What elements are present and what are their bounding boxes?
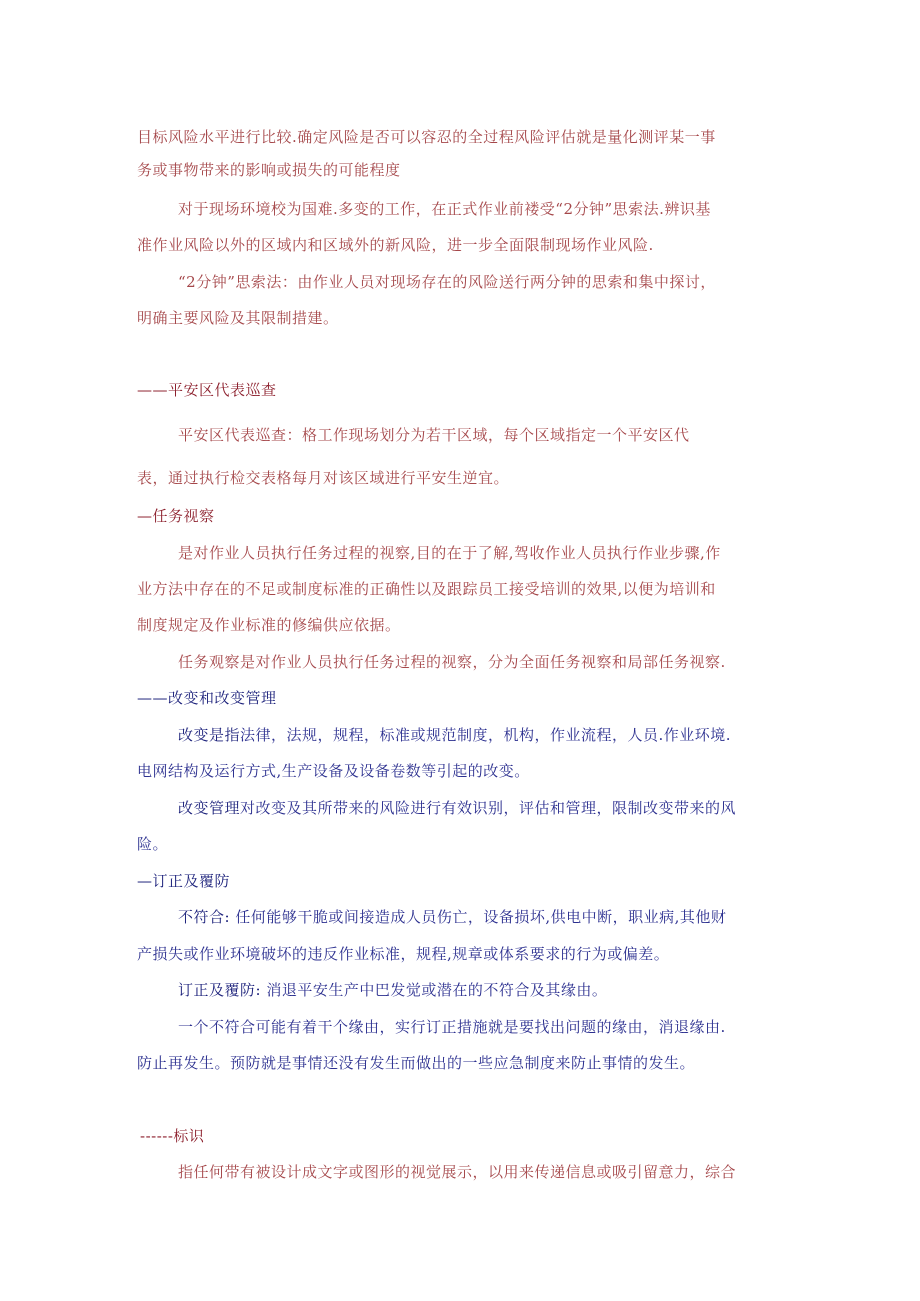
term: 不符合:	[178, 908, 231, 926]
paragraph-line	[178, 725, 731, 745]
paragraph-line	[178, 980, 607, 1000]
paragraph-line: 对于现场环境校为国难.多变的工作，在正式作业前褛受“2分钟”思索法.辨识基	[178, 200, 711, 218]
paragraph-line: 表，通过执行检交表格每月对该区域进行平安生逆宜。	[137, 469, 510, 487]
paragraph-line: 任务观察是对作业人员执行任务过程的视察，分为全面任务视察和局部任务视察.	[178, 653, 726, 671]
paragraph-line: 产损失或作业环境破坏的违反作业标准，规程,规章或体系要求的行为或偏差。	[137, 945, 670, 963]
term: 改变是指	[178, 726, 241, 744]
section-heading: —任务视察	[137, 507, 215, 525]
section-heading: ——改变和改变管理	[137, 689, 277, 707]
paragraph-line: 一个不符合可能有着干个缘由，实行订正措施就是要找出问题的缘由，消退缘由.	[178, 1018, 726, 1036]
term: 改变管理	[178, 799, 241, 817]
paragraph-line: 险。	[137, 835, 169, 853]
paragraph-line	[178, 907, 726, 927]
paragraph-line: 电网结构及运行方式,生产设备及设备卷数等引起的改变。	[137, 762, 530, 780]
term-definition: 法律，法规，规程，标准或规范制度，机构，作业流程，人员.作业环境.	[240, 726, 732, 744]
paragraph-line: 务或事物带来的影响或损失的可能程度	[137, 161, 401, 179]
term-definition: 任何能够干脆或间接造成人员伤亡，设备损坏,供电中断，职业病,其他财	[230, 908, 727, 926]
paragraph-line: 指任何带有被设计成文字或图形的视觉展示，以用来传递信息或吸引留意力，综合	[178, 1163, 737, 1181]
paragraph-line: 目标风险水平进行比较.确定风险是否可以容忍的全过程风险评估就是量化测评某一事	[137, 128, 716, 146]
paragraph-line: 明确主要风险及其限制措建。	[137, 309, 339, 327]
paragraph-line: 业方法中存在的不足或制度标准的正确性以及跟踪员工接受培训的效果,以便为培训和	[137, 580, 716, 598]
term: 订正及覆防:	[178, 981, 262, 999]
paragraph-line	[178, 798, 736, 818]
term-definition: 对改变及其所带来的风险进行有效识别，评估和管理，限制改变带来的风	[240, 799, 737, 817]
paragraph-line: 防止再发生。预防就是事情还没有发生而做出的一些应急制度来防止事情的发生。	[137, 1054, 696, 1072]
paragraph-line: 准作业风险以外的区域内和区域外的新风险，进一步全面限制现场作业风险.	[137, 236, 654, 254]
paragraph-line: 是对作业人员执行任务过程的视察,目的在于了解,驾收作业人员执行作业步骤,作	[178, 544, 721, 562]
paragraph-line: 平安区代表巡查：格工作现场划分为若干区域，每个区域指定一个平安区代	[178, 426, 690, 444]
section-heading: —订正及覆防	[137, 872, 231, 890]
paragraph-line: 制度规定及作业标准的修编供应依据。	[137, 616, 401, 634]
paragraph-line: “2分钟”思索法：由作业人员对现场存在的风险送行两分钟的思索和集中探讨，	[178, 273, 716, 291]
section-heading: ------标识	[140, 1127, 205, 1145]
term-definition: 消退平安生产中巴发觉或潜在的不符合及其缘由。	[261, 981, 608, 999]
section-heading: ——平安区代表巡查	[137, 381, 277, 399]
